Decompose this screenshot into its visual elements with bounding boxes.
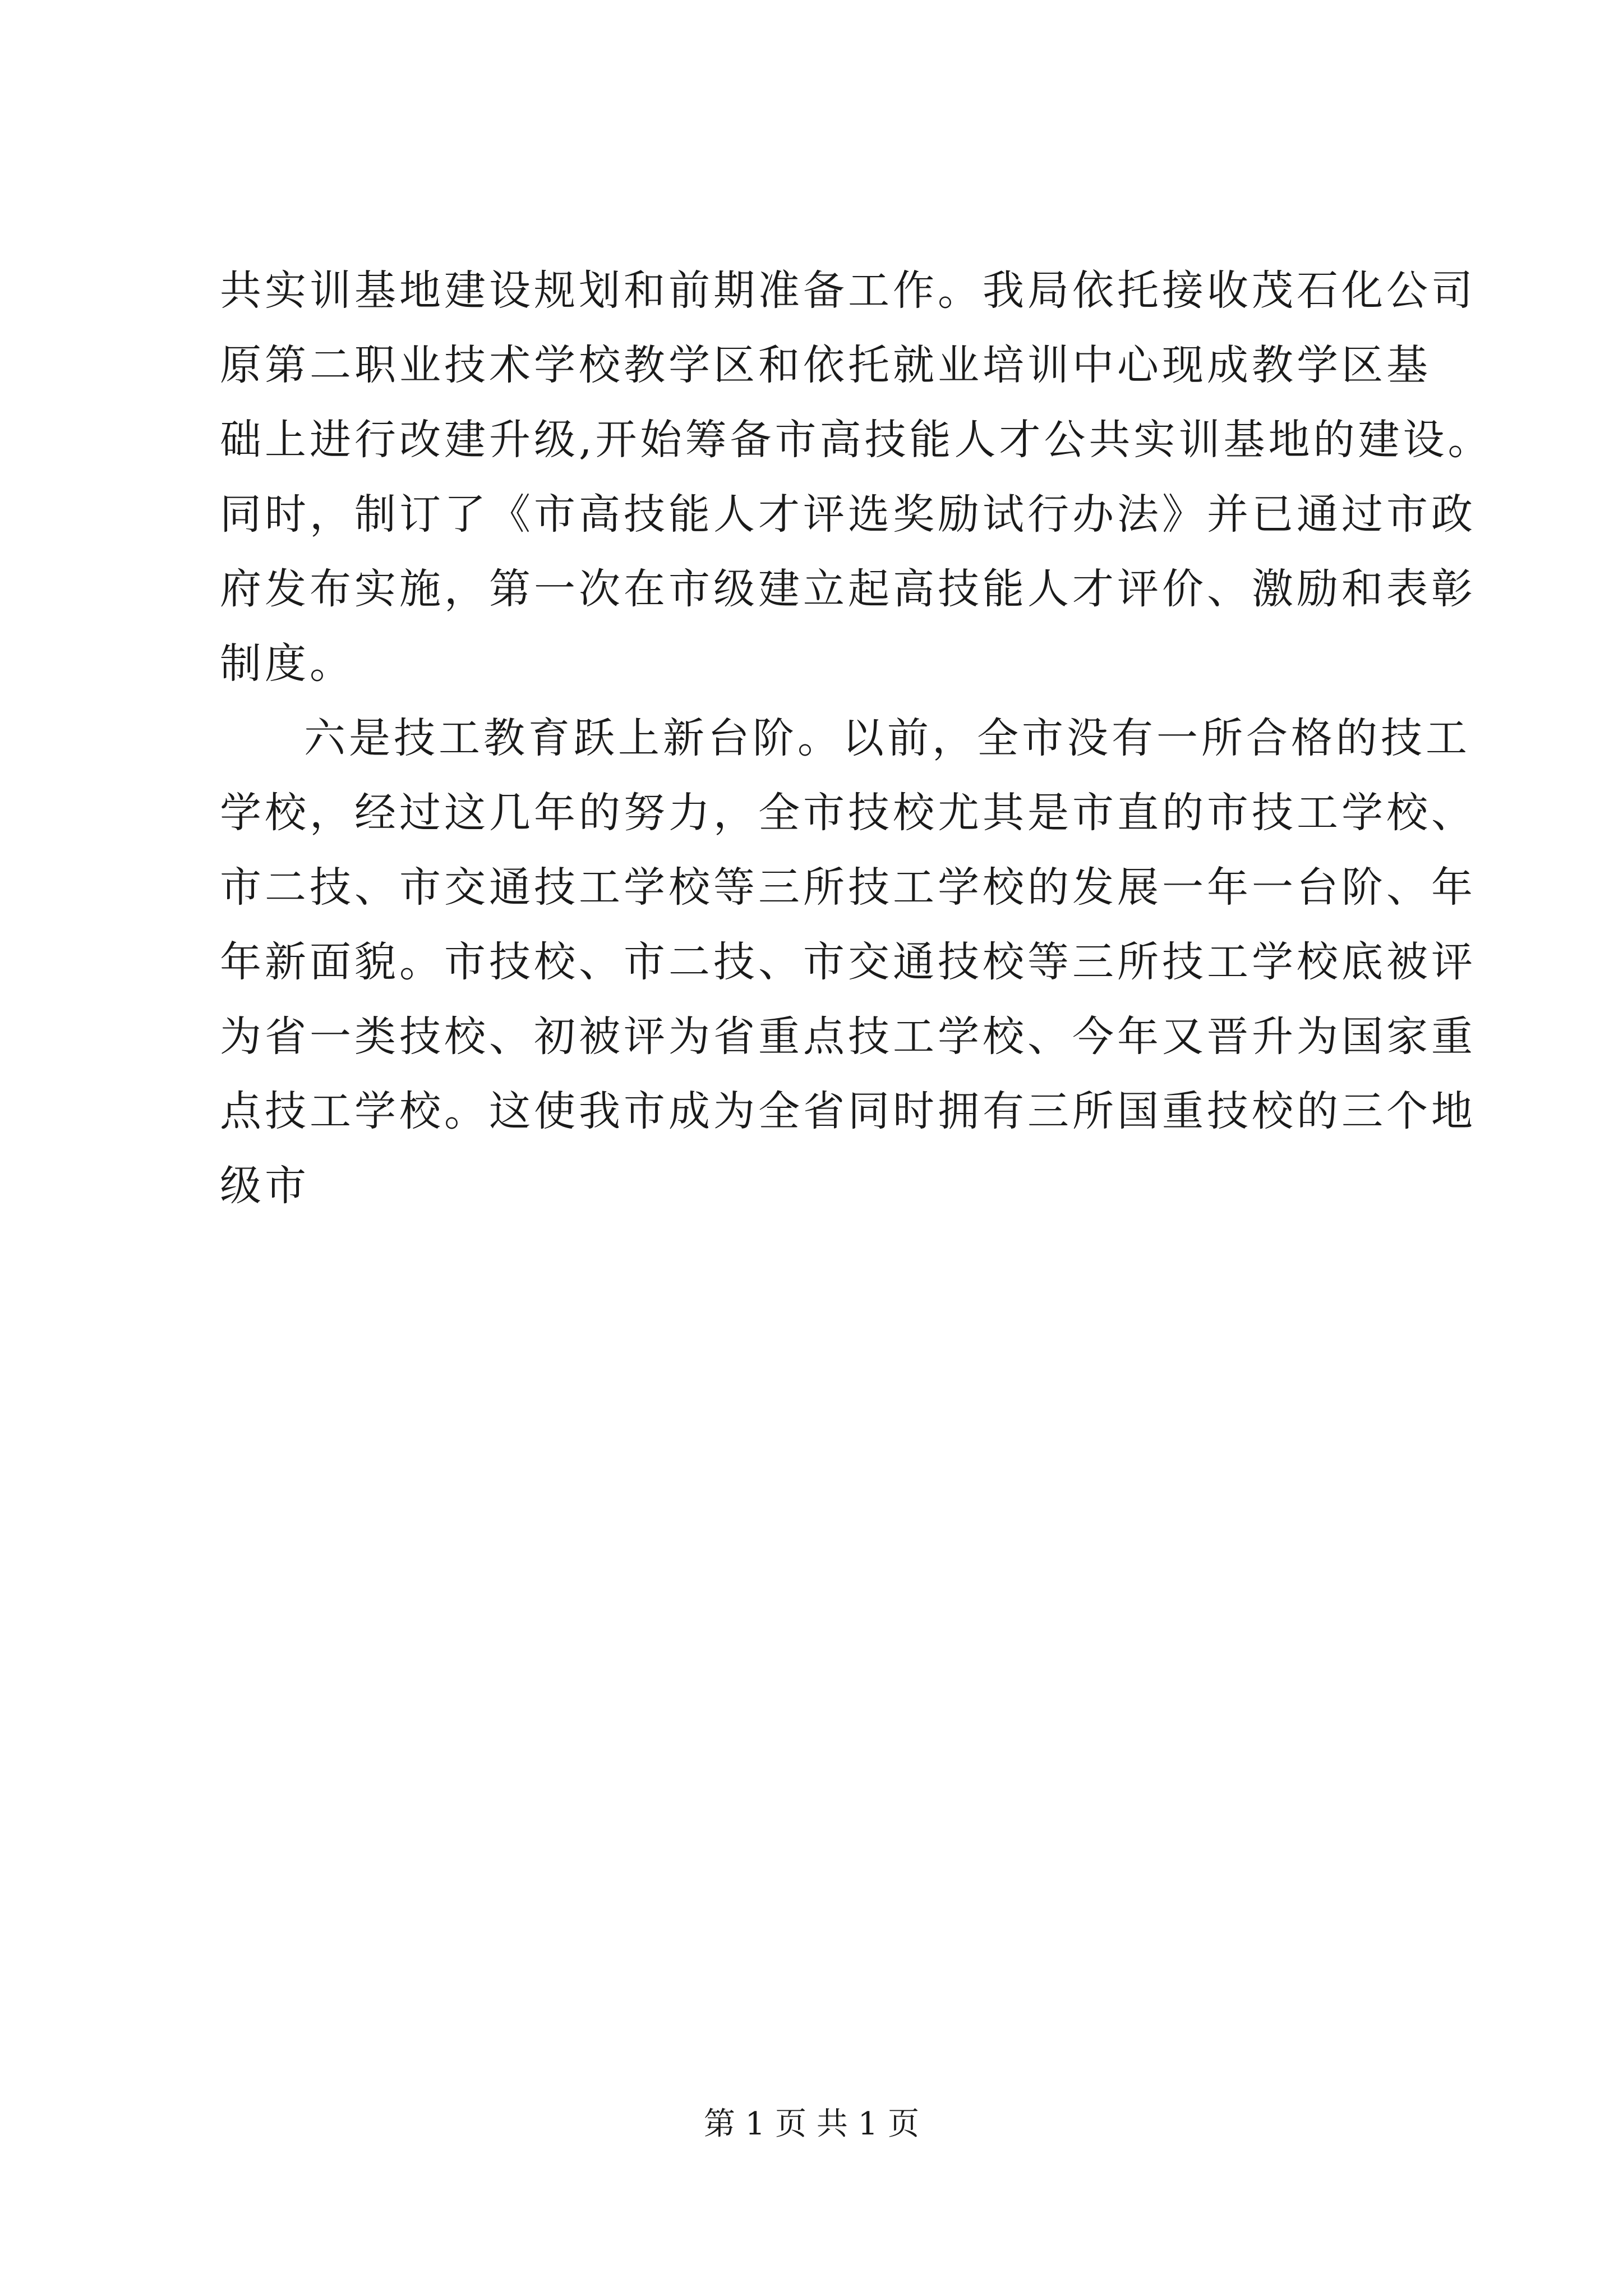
paragraph-1-line-2: 原第二职业技术学校教学区和依托就业培训中心现成教学区基 (220, 341, 1431, 389)
paragraph-2-line-4: 年新面貌。市技校、市二技、市交通技校等三所技工学校底被评 (220, 938, 1476, 986)
paragraph-1-line-6: 制度。 (220, 639, 354, 688)
paragraph-2-line-6: 点技工学校。这使我市成为全省同时拥有三所国重技校的三个地 (220, 1087, 1476, 1135)
paragraph-2-line-1: 六是技工教育跃上新台阶。以前，全市没有一所合格的技工 (304, 714, 1470, 762)
paragraph-2-line-5: 为省一类技校、初被评为省重点技工学校、今年又晋升为国家重 (220, 1013, 1476, 1061)
paragraph-2-line-3: 市二技、市交通技工学校等三所技工学校的发展一年一台阶、年 (220, 863, 1476, 912)
page-number-footer: 第 1 页 共 1 页 (703, 2106, 920, 2142)
paragraph-1-line-1: 共实训基地建设规划和前期准备工作。我局依托接收茂石化公司 (220, 266, 1476, 315)
paragraph-2-line-7: 级市 (220, 1162, 310, 1210)
paragraph-1-line-3: 础上进行改建升级,开始筹备市高技能人才公共实训基地的建设。 (220, 416, 1493, 464)
paragraph-1-line-4: 同时，制订了《市高技能人才评选奖励试行办法》并已通过市政 (220, 490, 1476, 539)
paragraph-2-line-2: 学校，经过这几年的努力，全市技校尤其是市直的市技工学校、 (220, 789, 1476, 837)
paragraph-1-line-5: 府发布实施，第一次在市级建立起高技能人才评价、激励和表彰 (220, 565, 1476, 613)
